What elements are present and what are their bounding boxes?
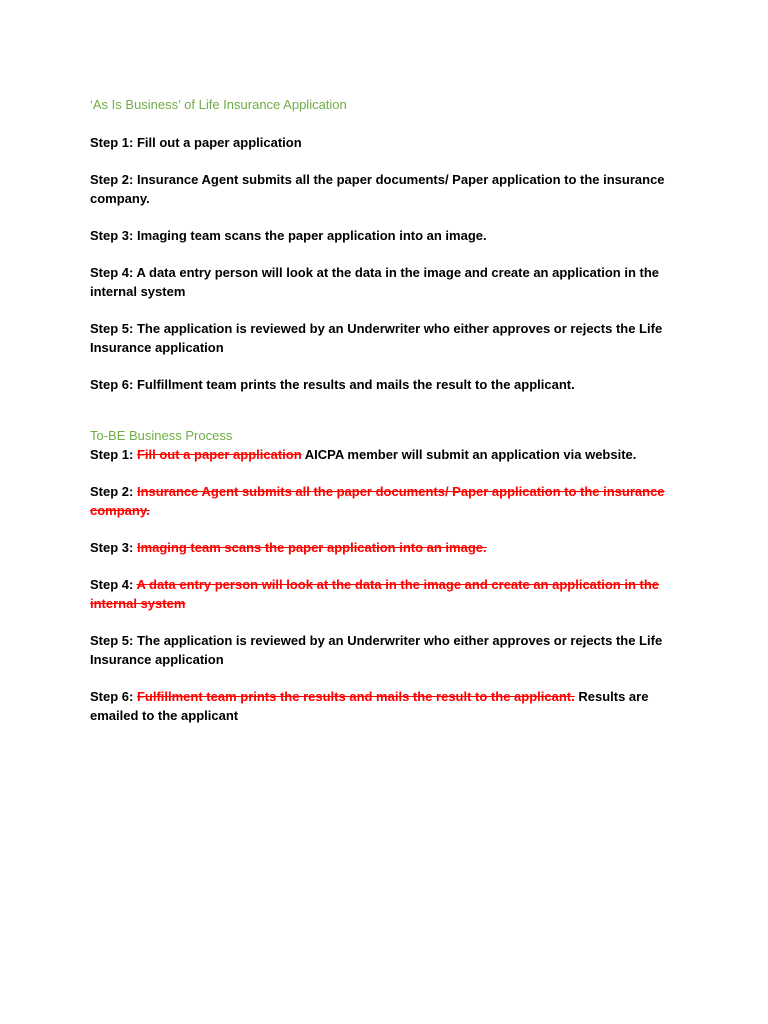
step-label: Step 4: (90, 265, 134, 280)
step-label: Step 6: (90, 377, 134, 392)
step-label: Step 2: (90, 484, 134, 499)
step-text: Fulfillment team prints the results and mails the result to the applicant. (136, 377, 575, 392)
step-text: Fill out a paper application (136, 135, 302, 150)
step-label: Step 5: (90, 633, 134, 648)
step-label: Step 4: (90, 577, 134, 592)
step-text: The application is reviewed by an Underwriter who either approves or rejects the Life Insurance application (90, 633, 663, 667)
struck-text: Fulfillment team prints the results and mails the result to the applicant. (136, 689, 575, 704)
step-label: Step 3: (90, 540, 134, 555)
struck-text: A data entry person will look at the data in the image and create an application in the internal system (90, 577, 659, 611)
step-text: Imaging team scans the paper application into an image. (136, 228, 487, 243)
as-is-step-6 (90, 375, 690, 394)
step-label: Step 5: (90, 321, 134, 336)
to-be-heading: To-BE Business Process (90, 428, 233, 443)
as-is-step-4 (90, 263, 690, 301)
step-text: Insurance Agent submits all the paper documents/ Paper application to the insurance company. (90, 172, 665, 206)
document-content (90, 95, 690, 743)
to-be-step-4 (90, 575, 690, 613)
struck-text: Fill out a paper application (136, 447, 302, 462)
as-is-step-2 (90, 170, 690, 208)
to-be-step-5 (90, 631, 690, 669)
to-be-step-1 (90, 445, 690, 464)
step-label: Step 3: (90, 228, 134, 243)
as-is-step-3 (90, 226, 690, 245)
step-label: Step 2: (90, 172, 134, 187)
step-text: The application is reviewed by an Underwriter who either approves or rejects the Life Insurance application (90, 321, 663, 355)
step-text: AICPA member will submit an application via website. (304, 447, 637, 462)
step-label: Step 1: (90, 135, 134, 150)
as-is-heading: ‘As Is Business’ of Life Insurance Application (90, 97, 347, 112)
to-be-step-6 (90, 687, 690, 725)
as-is-step-5 (90, 319, 690, 357)
struck-text: Insurance Agent submits all the paper documents/ Paper application to the insurance company. (90, 484, 665, 518)
to-be-step-2 (90, 482, 690, 520)
step-text: Results are emailed to the applicant (90, 689, 649, 723)
step-label: Step 1: (90, 447, 134, 462)
to-be-step-3 (90, 538, 690, 557)
struck-text: Imaging team scans the paper application into an image. (136, 540, 487, 555)
as-is-step-1 (90, 133, 690, 152)
step-text: A data entry person will look at the data in the image and create an application in the internal system (90, 265, 659, 299)
step-label: Step 6: (90, 689, 134, 704)
